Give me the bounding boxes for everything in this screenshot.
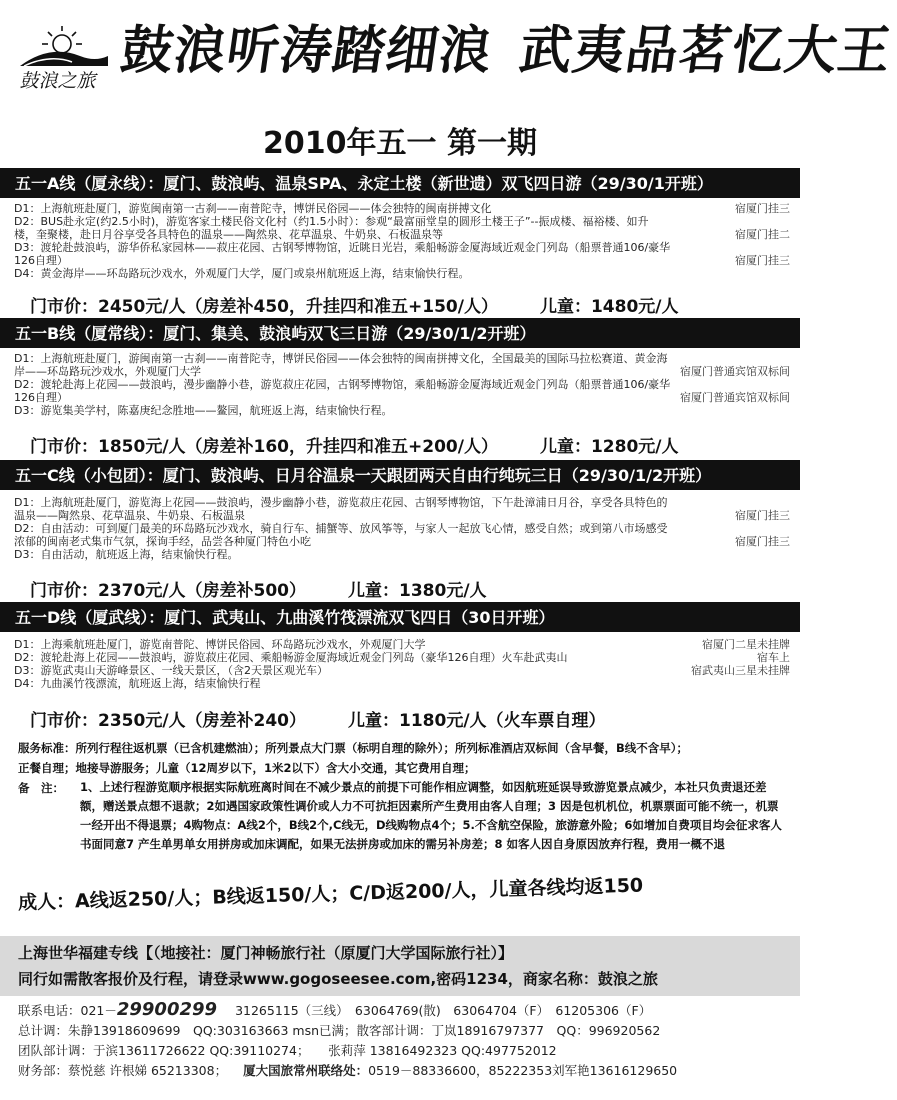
service-standards — [18, 738, 788, 854]
contact-finance: 财务部：蔡悦慈 许根娣 65213308； 厦大国旅常州联络处：0519－88336600，85222353刘军艳13616129650 — [18, 1063, 678, 1078]
logo-text: 鼓浪之旅 — [19, 70, 96, 92]
route-d-day-line: D4：九曲溪竹筏漂流，航班返上海，结束愉快行程 — [14, 677, 261, 690]
route-b-adult-price: 门市价：1850元/人（房差补160，升挂四和准五+200/人） — [30, 437, 498, 457]
contact-team: 团队部计调：于滨13611726622 QQ:39110274； 张莉萍 13816492323 QQ:497752012 — [18, 1043, 557, 1058]
route-c-itinerary — [14, 496, 794, 561]
route-b-day-line: D2：渡轮赴海上花园——鼓浪屿，漫步幽静小巷，游览菽庄花园，古钢琴博物馆，乘船畅游金厦海域近观金门列岛（船票普通106/豪华 — [14, 378, 671, 391]
notes-text: 1、上述行程游览顺序根据实际航班离时间在不减少景点的前提下可能作相应调整，如因航班延误导致游览景点减少，本社只负责退还差额，赠送景点想不退款；2如遇国家政策性调价或人力不可抗拒因素所产生费用由客人自理；3 因是包机机位，机票票面可能不统一，机票一经开出不得退票；4购物点：A线2个，B线2个,C线无，D线购物点4个；5.不含航空保险，旅游意外险；6如增加自费项目均会征求客人书面同意7 产生单男单女用拼房或加床调配，如果无法拼房或加床的需另补房差；8 如客人因自身原因放弃行程，费用一概不退 — [80, 780, 782, 851]
service-line-2: 正餐自理；地接导游服务；儿童（12周岁以下，1米2以下）含大小交通，其它费用自理； — [18, 761, 476, 775]
changzhou-office-label: 厦大国旅常州联络处： — [243, 1063, 369, 1078]
route-b-day-line: D1：上海航班赴厦门，游闽南第一古刹——南普陀寺，博饼民俗园——体会独特的闽南拼搏文化，全国最美的国际马拉松赛道、黄金海 — [14, 352, 668, 365]
route-a-day-line: D1：上海航班赴厦门，游览闽南第一古刹——南普陀寺，博饼民俗园——体会独特的闽南拼搏文化 宿厦门挂三 — [14, 202, 790, 215]
route-d-adult-price: 门市价：2350元/人（房差补240） — [30, 711, 307, 731]
route-c-day-line: 温泉——陶然泉、花草温泉、牛奶泉、石板温泉 宿厦门挂三 — [14, 509, 790, 522]
route-a-day-line: D2：BUS赴永定(约2.5小时)，游览客家土楼民俗文化村（约1.5小时）：参观“最富丽堂皇的圆形土楼王子”--振成楼、福裕楼、如升 — [14, 215, 649, 228]
headline-part-2: 武夷品茗忆大王 — [515, 20, 896, 81]
route-b-day-line: D3：游览集美学村，陈嘉庚纪念胜地——鳌园，航班返上海，结束愉快行程。 — [14, 404, 393, 417]
route-a-day-line: D4：黄金海岸——环岛路玩沙戏水，外观厦门大学，厦门或泉州航班返上海，结束愉快行程。 — [14, 267, 470, 280]
route-b-title: 五一B线（厦常线）：厦门、集美、鼓浪屿双飞三日游（29/30/1/2开班） — [0, 318, 800, 348]
rebate-line: 成人：A线返250/人；B线返150/人；C/D返200/人，儿童各线均返150 — [17, 874, 644, 914]
notes — [18, 778, 788, 854]
route-a-day-line: 楼，奎聚楼，赴日月谷享受各具特色的温泉——陶然泉、花草温泉、牛奶泉、石板温泉等 宿厦门挂二 — [14, 228, 790, 241]
route-b-price — [30, 432, 678, 457]
footer-line-1: 上海世华福建专线【（地接社：厦门神畅旅行社（原厦门大学国际旅行社）】 — [18, 944, 514, 962]
route-a-child-price: 儿童：1480元/人 — [539, 297, 679, 317]
route-c-title: 五一C线（小包团）：厦门、鼓浪屿、日月谷温泉一天跟团两天自由行纯玩三日（29/30/1/2开班） — [0, 460, 800, 490]
route-d-price — [30, 706, 606, 731]
route-a-adult-price: 门市价：2450元/人（房差补450，升挂四和准五+150/人） — [30, 297, 498, 317]
headline-part-1: 鼓浪听涛踏细浪 — [116, 20, 497, 81]
route-b-day-line: 岸——环岛路玩沙戏水，外观厦门大学 宿厦门普通宾馆双标间 — [14, 365, 790, 378]
route-a-day-line: D3：渡轮赴鼓浪屿，游华侨私家园林——菽庄花园、古钢琴博物馆，近眺日光岩，乘船畅游金厦海域近观金门列岛（船票普通106/豪华 — [14, 241, 671, 254]
header — [0, 0, 896, 118]
contact-operators: 总计调：朱静13918609699 QQ:303163663 msn已满；散客部计调：丁岚18916797377 QQ：996920562 — [18, 1023, 661, 1038]
route-c-adult-price: 门市价：2370元/人（房差补500） — [30, 581, 307, 601]
route-d-day-line: D1：上海乘航班赴厦门，游览南普陀、博饼民俗园、环岛路玩沙戏水，外观厦门大学 宿厦门二星未挂牌 — [14, 638, 790, 651]
route-b-itinerary — [14, 352, 794, 417]
route-a-itinerary — [14, 202, 794, 280]
route-a-day-line: 126自理） 宿厦门挂三 — [14, 254, 790, 267]
route-c-day-line: D2：自由活动：可到厦门最美的环岛路玩沙戏水，骑自行车、捕蟹等、放风筝等，与家人一起放飞心情，感受自然；或到第八市场感受 — [14, 522, 668, 535]
service-label: 服务标准： — [18, 741, 76, 755]
contact-phones: 联系电话：021－29900299 31265115（三线） 63064769(散) 63064704（F） 61205306（F） — [18, 999, 652, 1020]
route-d-title: 五一D线（厦武线）：厦门、武夷山、九曲溪竹筏漂流双飞四日（30日开班） — [0, 602, 800, 632]
footer-banner — [0, 936, 800, 996]
route-c-day-line: D1：上海航班赴厦门，游览海上花园——鼓浪屿，漫步幽静小巷，游览菽庄花园、古钢琴博物馆，下午赴漳浦日月谷，享受各具特色的 — [14, 496, 668, 509]
route-b-child-price: 儿童：1280元/人 — [539, 437, 679, 457]
contacts — [18, 1000, 798, 1081]
route-c-day-line: D3：自由活动，航班返上海，结束愉快行程。 — [14, 548, 239, 561]
issue-title: 2010年五一 第一期 — [263, 126, 537, 161]
route-c-price — [30, 576, 487, 601]
route-a-title: 五一A线（厦永线）：厦门、鼓浪屿、温泉SPA、永定土楼（新世遗）双飞四日游（29/30/1开班） — [0, 168, 800, 198]
route-d-day-line: D2：渡轮赴海上花园——鼓浪屿，游览菽庄花园、乘船畅游金厦海域近观金门列岛（豪华126自理）火车赴武夷山 宿车上 — [14, 651, 790, 664]
route-c-child-price: 儿童：1380元/人 — [348, 581, 487, 601]
route-a-price — [30, 292, 678, 317]
main-phone: 29900299 — [116, 999, 218, 1020]
route-d-child-price: 儿童：1180元/人（火车票自理） — [348, 711, 606, 731]
footer-line-2: 同行如需散客报价及行程，请登录www.gogoseesee.com,密码1234，商家名称：鼓浪之旅 — [18, 970, 658, 988]
route-d-day-line: D3：游览武夷山天游峰景区、一线天景区，（含2天景区观光车） 宿武夷山三星未挂牌 — [14, 664, 790, 677]
route-b-day-line: 126自理） 宿厦门普通宾馆双标间 — [14, 391, 790, 404]
headline — [113, 8, 896, 108]
service-line-1: 服务标准：所列行程往返机票（已含机建燃油）；所列景点大门票（标明自理的除外）；所列标准酒店双标间（含早餐，B线不含早）； — [18, 741, 689, 755]
notes-label: 备 注： — [18, 781, 64, 795]
route-d-itinerary — [14, 638, 794, 690]
route-c-day-line: 浓郁的闽南老式集市气氛，探询手经，品尝各种厦门特色小吃 宿厦门挂三 — [14, 535, 790, 548]
